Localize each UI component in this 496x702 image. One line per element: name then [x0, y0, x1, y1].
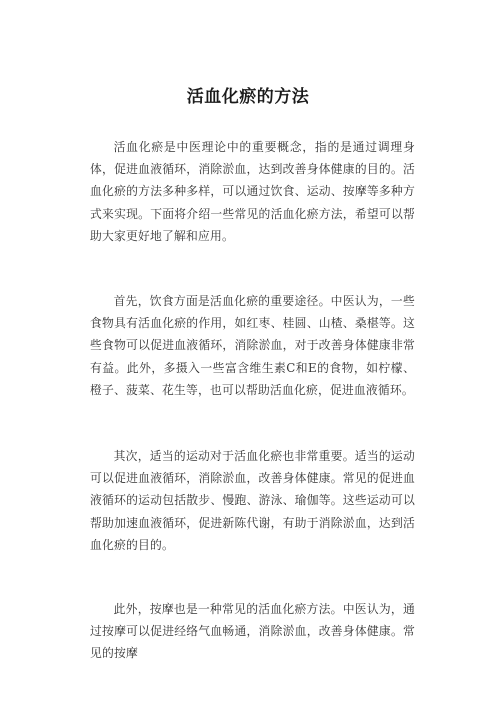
paragraph-intro: 活血化瘀是中医理论中的重要概念，指的是通过调理身体，促进血液循环，消除淤血，达到改善身体健康的目的。活血化瘀的方法多种多样，可以通过饮食、运动、按摩等多种方式来实现。下面将介绍一些常见的活血化瘀方法，希望可以帮助大家更好地了解和应用。 [90, 140, 415, 243]
paragraph-exercise: 其次，适当的运动对于活血化瘀也非常重要。适当的运动可以促进血液循环，消除淤血，改善身体健康。常见的促进血液循环的运动包括散步、慢跑、游泳、瑜伽等。这些运动可以帮助加速血液循环，促进新陈代谢，有助于消除淤血，达到活血化瘀的目的。 [90, 449, 415, 552]
paragraph-massage: 此外，按摩也是一种常见的活血化瘀方法。中医认为，通过按摩可以促进经络气血畅通，消除淤血，改善身体健康。常见的按摩 [90, 602, 415, 661]
page-title: 活血化瘀的方法 [186, 87, 310, 107]
paragraph-diet: 首先，饮食方面是活血化瘀的重要途径。中医认为，一些食物具有活血化瘀的作用，如红枣、桂圆、山楂、桑椹等。这些食物可以促进血液循环，消除淤血，对于改善身体健康非常有益。此外，多摄入一些富含维生素C和E的食物，如柠檬、橙子、菠菜、花生等，也可以帮助活血化瘀，促进血液循环。 [90, 294, 415, 397]
